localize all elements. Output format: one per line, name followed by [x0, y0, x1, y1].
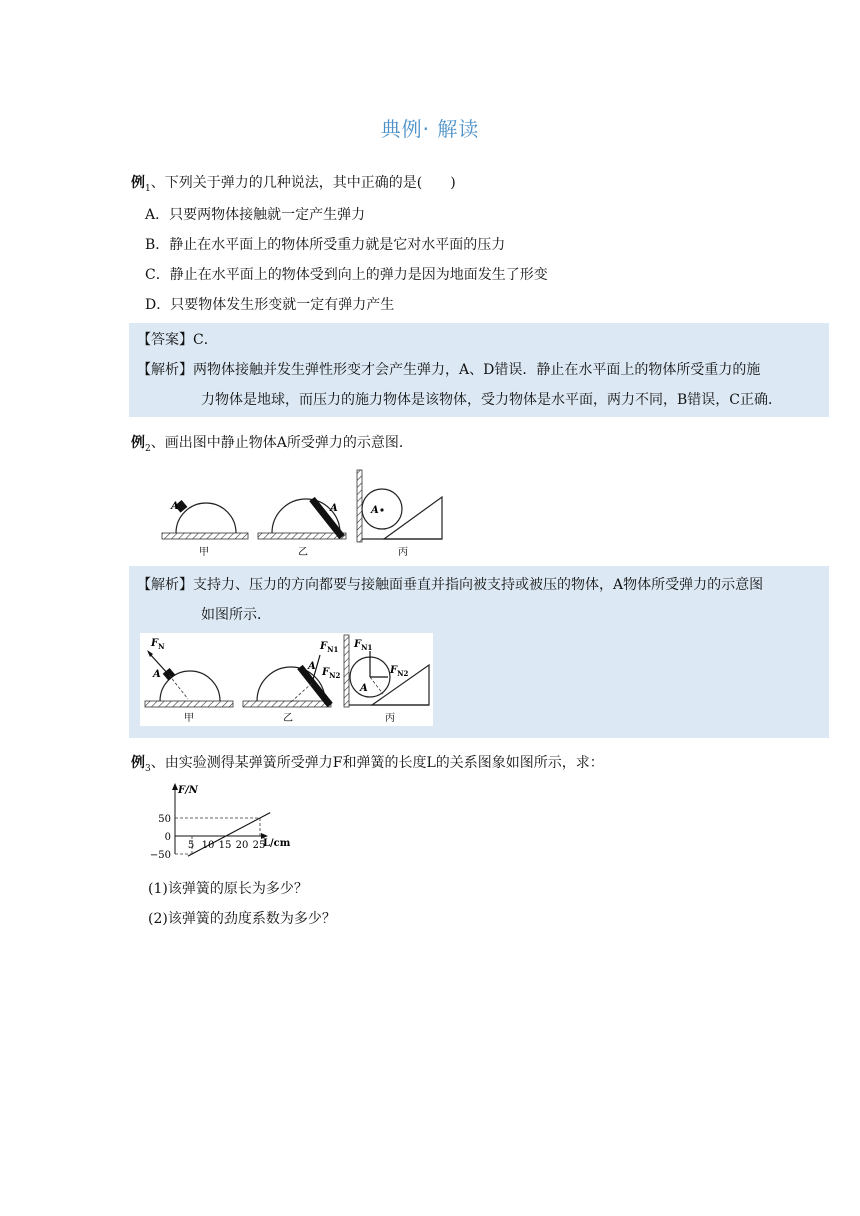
- x-tick-label: 15: [218, 840, 232, 851]
- example-number: 1: [145, 183, 151, 194]
- label-yi: 乙: [298, 547, 308, 558]
- analysis-line-2: 如图所示．: [201, 607, 271, 623]
- option-c: C．静止在水平面上的物体受到向上的弹力是因为地面发生了形变: [145, 267, 548, 283]
- label-fn2: $F_{N2}$: [390, 665, 409, 678]
- example-label: 例: [131, 175, 145, 191]
- analysis-line-1: [137, 575, 763, 595]
- page-title: 典例· 解读: [380, 117, 480, 141]
- sub-question-1: (1)该弹簧的原长为多少？: [148, 881, 308, 897]
- normal-line: [370, 677, 383, 694]
- analysis-line-1: [137, 360, 760, 380]
- figure-problem: [158, 467, 448, 562]
- example-number: 2: [145, 443, 151, 454]
- analysis-line-2: 力物体是地球，而压力的施力物体是该物体，受力物体是水平面，两力不同，B错误，C正确．: [201, 392, 782, 408]
- analysis-text: 两物体接触并发生弹性形变才会产生弹力，A、D错误．静止在水平面上的物体所受重力的施: [193, 362, 761, 378]
- wall-bing: [344, 635, 349, 707]
- example-label: 例: [131, 435, 145, 451]
- x-tick-label: 25: [252, 840, 266, 851]
- analysis-tag: 【解析】: [137, 577, 193, 593]
- label-jia: 甲: [199, 547, 209, 558]
- question-text: 、由实验测得某弹簧所受弹力F和弹簧的长度L的关系图象如图所示，求：: [150, 755, 604, 771]
- answer-line: [137, 330, 218, 350]
- label-yi: 乙: [283, 713, 293, 724]
- label-fn: $F_N$: [151, 638, 165, 651]
- y-tick-label: 50: [158, 814, 171, 825]
- x-tick-label: 5: [187, 840, 195, 851]
- y-tick-label: 0: [164, 832, 171, 843]
- ground-jia: [145, 701, 233, 707]
- answer-tag: 【答案】: [137, 332, 193, 348]
- x-tick-label: 20: [235, 840, 249, 851]
- option-b: B．静止在水平面上的物体所受重力就是它对水平面的压力: [145, 237, 506, 253]
- ground-yi: [258, 533, 346, 539]
- question-2: [131, 433, 413, 459]
- answer-box-1: [129, 323, 829, 417]
- label-jia: 甲: [184, 713, 194, 724]
- wall-bing: [357, 470, 362, 542]
- figure-solution: [140, 633, 433, 726]
- label-fn1: $F_{N1}$: [320, 641, 339, 654]
- label-a: A: [171, 501, 179, 512]
- question-3: [131, 753, 604, 779]
- answer-value: C．: [193, 332, 218, 348]
- analysis-text: 支持力、压力的方向都要与接触面垂直并指向被支持或被压的物体，A物体所受弹力的示意图: [193, 577, 764, 593]
- label-bing: 丙: [398, 547, 408, 558]
- ground-jia: [162, 533, 248, 539]
- label-a: A: [330, 503, 338, 514]
- label-fn2: $F_{N2}$: [322, 667, 341, 680]
- question-text: 、画出图中静止物体A所受弹力的示意图．: [150, 435, 413, 451]
- option-d: D．只要物体发生形变就一定有弹力产生: [145, 297, 395, 313]
- label-a: A: [153, 669, 161, 680]
- y-axis-label: F/N: [178, 785, 198, 796]
- question-1: [131, 173, 456, 199]
- normal-line: [169, 675, 188, 699]
- label-a: A: [308, 661, 316, 672]
- y-tick-label: −50: [149, 850, 171, 861]
- x-tick-label: 10: [201, 840, 215, 851]
- question-text: 、下列关于弹力的几种说法，其中正确的是( ): [150, 175, 456, 191]
- ball-center: [380, 508, 383, 511]
- x-axis-label: L/cm: [263, 838, 291, 849]
- example-number: 3: [145, 763, 151, 774]
- analysis-tag: 【解析】: [137, 362, 193, 378]
- label-fn1: $F_{N1}$: [354, 639, 373, 652]
- label-a: A: [371, 505, 379, 516]
- answer-box-2: [129, 566, 829, 738]
- ground-yi: [243, 701, 331, 707]
- label-bing: 丙: [385, 713, 395, 724]
- example-label: 例: [131, 755, 145, 771]
- force-length-chart: [145, 782, 295, 868]
- option-a: A．只要两物体接触就一定产生弹力: [145, 207, 366, 223]
- label-a: A: [360, 683, 368, 694]
- incline-bing: [384, 497, 442, 539]
- normal-line: [290, 683, 312, 703]
- sub-question-2: (2)该弹簧的劲度系数为多少？: [148, 911, 336, 927]
